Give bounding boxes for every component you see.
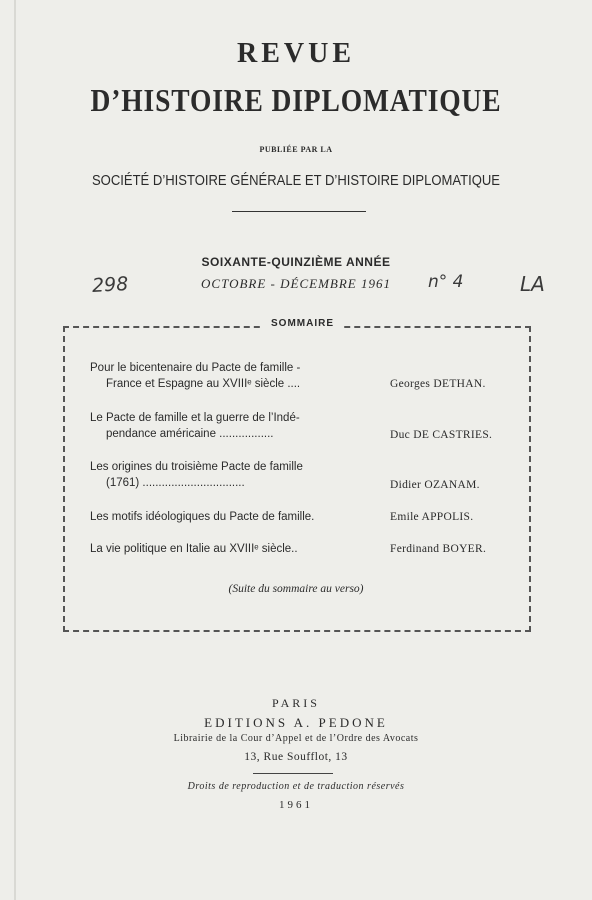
toc-entry-2-line-2: pendance américaine ................. bbox=[106, 428, 274, 440]
society-name: SOCIÉTÉ D’HISTOIRE GÉNÉRALE ET D’HISTOIRE DIPLOMATIQUE bbox=[91, 173, 501, 189]
toc-entry-1-line-2: France et Espagne au XVIIIᵉ siècle .... bbox=[106, 378, 301, 390]
handwritten-number: 298 bbox=[91, 273, 129, 297]
publisher-name: EDITIONS A. PEDONE bbox=[204, 715, 388, 730]
toc-entry-1-author: Georges DETHAN. bbox=[390, 378, 486, 390]
sommaire-heading: SOMMAIRE bbox=[263, 318, 342, 329]
toc-entry-2-line-1: Le Pacte de famille et la guerre de l’Indé- bbox=[90, 412, 300, 424]
sommaire-continued-note: (Suite du sommaire au verso) bbox=[228, 583, 364, 595]
publisher-rule bbox=[253, 773, 333, 774]
publisher-librairie: Librairie de la Cour d’Appel et de l’Ordre des Avocats bbox=[173, 733, 419, 744]
published-by: PUBLIÉE PAR LA bbox=[259, 145, 333, 154]
toc-entry-3-line-1: Les origines du troisième Pacte de famille bbox=[90, 461, 303, 473]
toc-entry-4-author: Emile APPOLIS. bbox=[390, 511, 474, 523]
issue-year-ordinal: SOIXANTE-QUINZIÈME ANNÉE bbox=[201, 255, 391, 269]
publisher-address: 13, Rue Soufflot, 13 bbox=[244, 751, 348, 763]
handwritten-mark: LA bbox=[520, 272, 545, 296]
toc-entry-5-author: Ferdinand BOYER. bbox=[390, 543, 487, 555]
journal-name-revue: REVUE bbox=[236, 38, 355, 69]
journal-title: D’HISTOIRE DIPLOMATIQUE bbox=[90, 82, 502, 118]
binding-edge bbox=[14, 0, 16, 900]
issue-period: OCTOBRE - DÉCEMBRE 1961 bbox=[201, 276, 391, 291]
rights-notice: Droits de reproduction et de traduction réservés bbox=[187, 781, 405, 792]
toc-entry-3-author: Didier OZANAM. bbox=[390, 479, 480, 491]
toc-entry-4-line-1: Les motifs idéologiques du Pacte de famille. bbox=[90, 511, 315, 523]
title-rule bbox=[232, 211, 366, 212]
toc-entry-2-author: Duc DE CASTRIES. bbox=[390, 429, 493, 441]
publisher-city: PARIS bbox=[272, 696, 320, 710]
toc-entry-5-line-1: La vie politique en Italie au XVIIIᵉ siècle.. bbox=[90, 543, 298, 555]
toc-entry-3-line-2: (1761) ................................ bbox=[106, 477, 245, 489]
publication-year: 1961 bbox=[279, 799, 313, 811]
handwritten-issue-ref: n° 4 bbox=[428, 272, 464, 292]
toc-entry-1-line-1: Pour le bicentenaire du Pacte de famille - bbox=[90, 362, 301, 374]
